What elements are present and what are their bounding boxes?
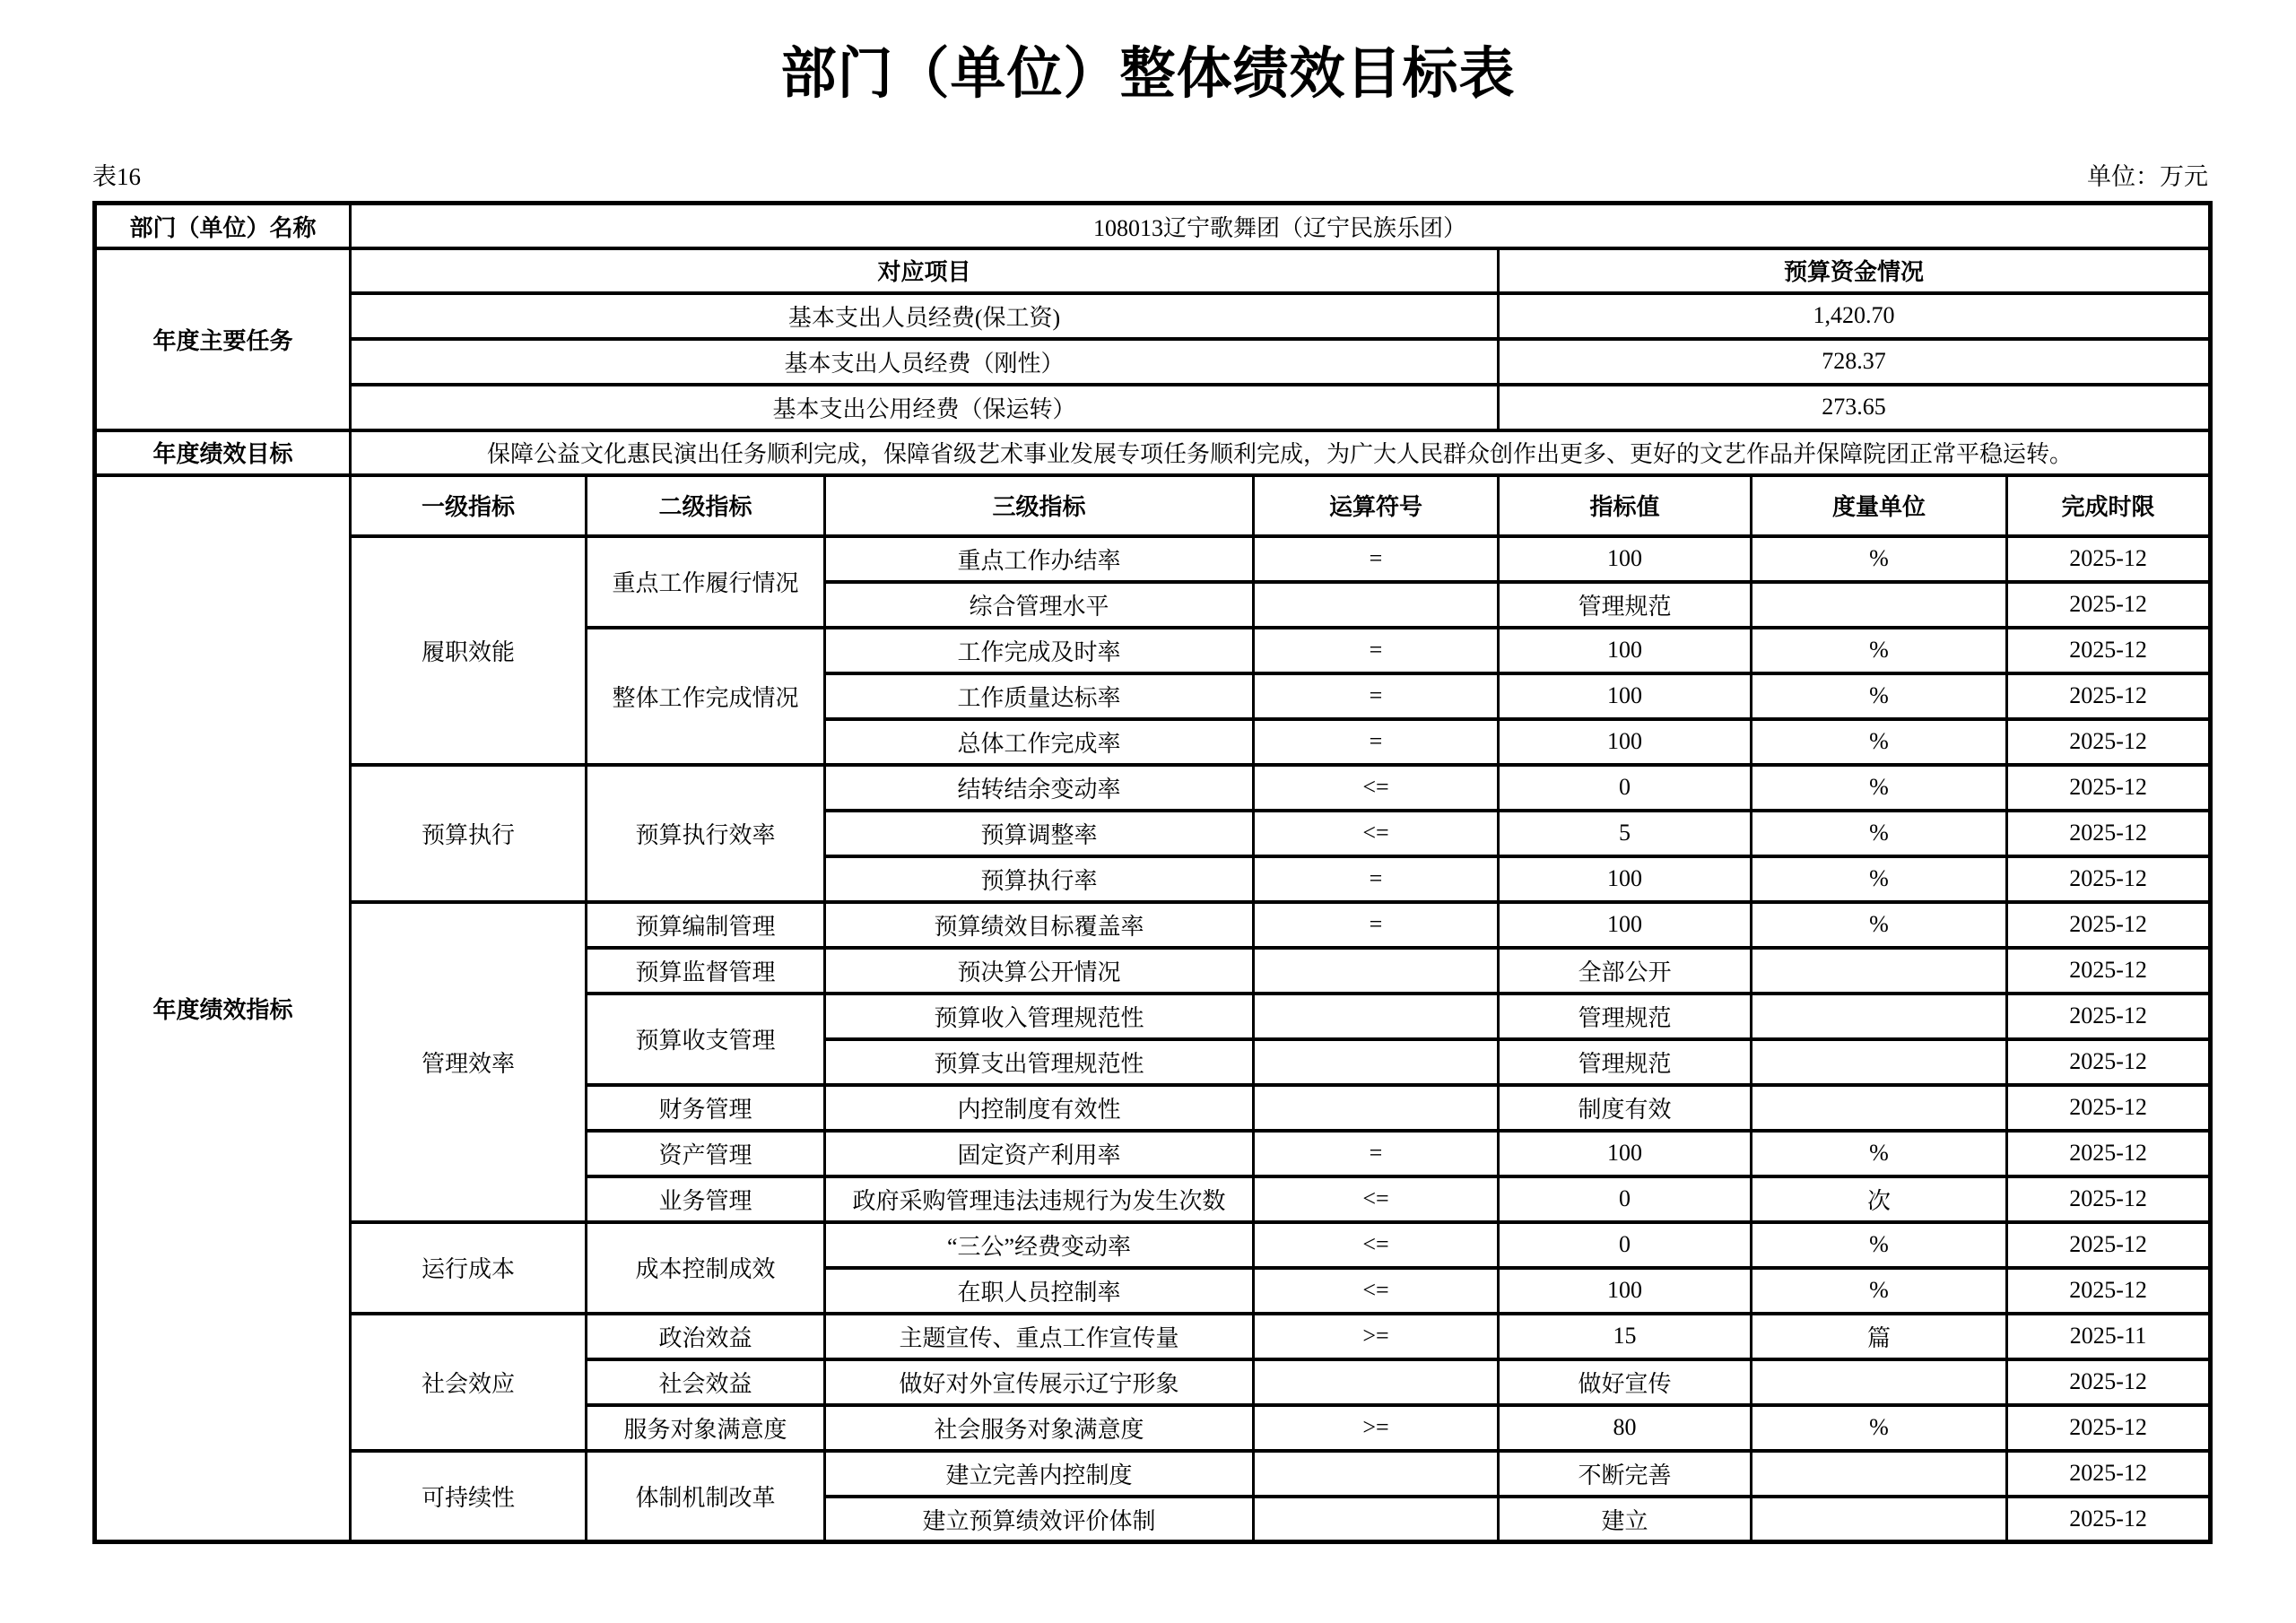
operator-cell: =	[1254, 628, 1499, 673]
dept-name-value: 108013辽宁歌舞团（辽宁民族乐团）	[351, 204, 2211, 248]
deadline-cell: 2025-12	[2007, 1497, 2211, 1542]
unit-cell: %	[1752, 1131, 2007, 1176]
level2-cell: 体制机制改革	[587, 1451, 825, 1542]
unit-cell: %	[1752, 1268, 2007, 1314]
task-amount: 273.65	[1499, 385, 2211, 430]
level3-cell: 预算调整率	[825, 811, 1254, 856]
level3-cell: 结转结余变动率	[825, 765, 1254, 811]
level3-cell: 工作质量达标率	[825, 673, 1254, 719]
level1-cell: 运行成本	[351, 1222, 587, 1314]
unit-cell: %	[1752, 1405, 2007, 1451]
level3-cell: 综合管理水平	[825, 582, 1254, 628]
level1-cell: 社会效应	[351, 1314, 587, 1451]
level3-cell: 预算执行率	[825, 856, 1254, 902]
level2-cell: 预算执行效率	[587, 765, 825, 902]
deadline-cell: 2025-12	[2007, 1268, 2211, 1314]
operator-cell	[1254, 994, 1499, 1039]
task-item: 基本支出公用经费（保运转）	[351, 385, 1499, 430]
deadline-cell: 2025-12	[2007, 1131, 2211, 1176]
level2-cell: 业务管理	[587, 1176, 825, 1222]
table-number: 表16	[92, 163, 141, 191]
level1-cell: 预算执行	[351, 765, 587, 902]
header-operator: 运算符号	[1254, 475, 1499, 536]
deadline-cell: 2025-12	[2007, 994, 2211, 1039]
deadline-cell: 2025-12	[2007, 1222, 2211, 1268]
unit-cell	[1752, 1497, 2007, 1542]
value-cell: 管理规范	[1499, 994, 1752, 1039]
level3-cell: 固定资产利用率	[825, 1131, 1254, 1176]
value-cell: 5	[1499, 811, 1752, 856]
header-level3: 三级指标	[825, 475, 1254, 536]
value-cell: 100	[1499, 1268, 1752, 1314]
budget-column-header: 预算资金情况	[1499, 248, 2211, 293]
value-cell: 制度有效	[1499, 1085, 1752, 1131]
operator-cell: <=	[1254, 811, 1499, 856]
level2-cell: 预算收支管理	[587, 994, 825, 1085]
unit-cell	[1752, 994, 2007, 1039]
level3-cell: 预算支出管理规范性	[825, 1039, 1254, 1085]
deadline-cell: 2025-12	[2007, 536, 2211, 582]
value-cell: 100	[1499, 856, 1752, 902]
operator-cell	[1254, 1359, 1499, 1405]
level3-cell: 做好对外宣传展示辽宁形象	[825, 1359, 1254, 1405]
task-amount: 1,420.70	[1499, 293, 2211, 339]
header-deadline: 完成时限	[2007, 475, 2211, 536]
level3-cell: 建立预算绩效评价体制	[825, 1497, 1254, 1542]
indicator-row	[95, 902, 2211, 948]
unit-cell	[1752, 1085, 2007, 1131]
level3-cell: 在职人员控制率	[825, 1268, 1254, 1314]
level2-cell: 政治效益	[587, 1314, 825, 1359]
operator-cell: =	[1254, 902, 1499, 948]
value-cell: 全部公开	[1499, 948, 1752, 994]
level3-cell: 预算绩效目标覆盖率	[825, 902, 1254, 948]
unit-cell: %	[1752, 536, 2007, 582]
level2-cell: 社会效益	[587, 1359, 825, 1405]
performance-target-table	[92, 201, 2213, 1544]
value-cell: 0	[1499, 765, 1752, 811]
deadline-cell: 2025-12	[2007, 582, 2211, 628]
deadline-cell: 2025-12	[2007, 1405, 2211, 1451]
operator-cell: =	[1254, 673, 1499, 719]
header-level1: 一级指标	[351, 475, 587, 536]
operator-cell	[1254, 948, 1499, 994]
header-value: 指标值	[1499, 475, 1752, 536]
unit-cell	[1752, 1039, 2007, 1085]
unit-cell	[1752, 1451, 2007, 1497]
deadline-cell: 2025-12	[2007, 765, 2211, 811]
value-cell: 管理规范	[1499, 1039, 1752, 1085]
unit-cell: 次	[1752, 1176, 2007, 1222]
unit-cell: %	[1752, 765, 2007, 811]
value-cell: 80	[1499, 1405, 1752, 1451]
deadline-cell: 2025-12	[2007, 1176, 2211, 1222]
task-item: 基本支出人员经费（刚性）	[351, 339, 1499, 385]
annual-indicators-label: 年度绩效指标	[95, 475, 351, 1542]
page-title: 部门（单位）整体绩效目标表	[780, 44, 1516, 105]
indicator-row	[95, 1222, 2211, 1268]
deadline-cell: 2025-12	[2007, 1451, 2211, 1497]
level3-cell: 社会服务对象满意度	[825, 1405, 1254, 1451]
annual-goal-text: 保障公益文化惠民演出任务顺利完成，保障省级艺术事业发展专项任务顺利完成，为广大人民群众创作出更多、更好的文艺作品并保障院团正常平稳运转。	[351, 430, 2211, 475]
level2-cell: 服务对象满意度	[587, 1405, 825, 1451]
indicator-row	[95, 765, 2211, 811]
deadline-cell: 2025-12	[2007, 811, 2211, 856]
level2-cell: 预算监督管理	[587, 948, 825, 994]
header-unit: 度量单位	[1752, 475, 2007, 536]
indicator-row	[95, 1314, 2211, 1359]
unit-cell: %	[1752, 1222, 2007, 1268]
value-cell: 管理规范	[1499, 582, 1752, 628]
level3-cell: 预决算公开情况	[825, 948, 1254, 994]
deadline-cell: 2025-12	[2007, 673, 2211, 719]
value-cell: 做好宣传	[1499, 1359, 1752, 1405]
level2-cell: 资产管理	[587, 1131, 825, 1176]
level2-cell: 重点工作履行情况	[587, 536, 825, 628]
level1-cell: 履职效能	[351, 536, 587, 765]
operator-cell	[1254, 1085, 1499, 1131]
value-cell: 15	[1499, 1314, 1752, 1359]
level3-cell: 内控制度有效性	[825, 1085, 1254, 1131]
unit-cell: %	[1752, 673, 2007, 719]
operator-cell	[1254, 1039, 1499, 1085]
level1-cell: 管理效率	[351, 902, 587, 1222]
unit-cell	[1752, 1359, 2007, 1405]
level3-cell: 主题宣传、重点工作宣传量	[825, 1314, 1254, 1359]
operator-cell: =	[1254, 856, 1499, 902]
deadline-cell: 2025-12	[2007, 948, 2211, 994]
annual-goal-label: 年度绩效目标	[95, 430, 351, 475]
level3-cell: 总体工作完成率	[825, 719, 1254, 765]
meta-row	[92, 157, 2208, 192]
deadline-cell: 2025-12	[2007, 719, 2211, 765]
value-cell: 100	[1499, 536, 1752, 582]
value-cell: 100	[1499, 902, 1752, 948]
deadline-cell: 2025-12	[2007, 856, 2211, 902]
value-cell: 0	[1499, 1176, 1752, 1222]
value-cell: 100	[1499, 719, 1752, 765]
indicator-row	[95, 1451, 2211, 1497]
task-item: 基本支出人员经费(保工资)	[351, 293, 1499, 339]
value-cell: 0	[1499, 1222, 1752, 1268]
task-amount: 728.37	[1499, 339, 2211, 385]
operator-cell: <=	[1254, 1268, 1499, 1314]
header-level2: 二级指标	[587, 475, 825, 536]
value-cell: 100	[1499, 628, 1752, 673]
level2-cell: 整体工作完成情况	[587, 628, 825, 765]
level3-cell: 工作完成及时率	[825, 628, 1254, 673]
unit-cell: %	[1752, 719, 2007, 765]
unit-cell	[1752, 582, 2007, 628]
level3-cell: 建立完善内控制度	[825, 1451, 1254, 1497]
unit-cell: %	[1752, 811, 2007, 856]
unit-cell: %	[1752, 902, 2007, 948]
operator-cell: <=	[1254, 1176, 1499, 1222]
deadline-cell: 2025-11	[2007, 1314, 2211, 1359]
operator-cell	[1254, 1497, 1499, 1542]
operator-cell: <=	[1254, 765, 1499, 811]
deadline-cell: 2025-12	[2007, 902, 2211, 948]
operator-cell	[1254, 582, 1499, 628]
unit-cell	[1752, 948, 2007, 994]
value-cell: 不断完善	[1499, 1451, 1752, 1497]
unit-note: 单位：万元	[2087, 163, 2208, 191]
operator-cell: >=	[1254, 1314, 1499, 1359]
deadline-cell: 2025-12	[2007, 1039, 2211, 1085]
level1-cell: 可持续性	[351, 1451, 587, 1542]
value-cell: 100	[1499, 1131, 1752, 1176]
operator-cell: =	[1254, 719, 1499, 765]
level3-cell: “三公”经费变动率	[825, 1222, 1254, 1268]
level3-cell: 重点工作办结率	[825, 536, 1254, 582]
operator-cell: <=	[1254, 1222, 1499, 1268]
deadline-cell: 2025-12	[2007, 1085, 2211, 1131]
level2-cell: 成本控制成效	[587, 1222, 825, 1314]
unit-cell: %	[1752, 856, 2007, 902]
unit-cell: %	[1752, 628, 2007, 673]
level2-cell: 财务管理	[587, 1085, 825, 1131]
deadline-cell: 2025-12	[2007, 1359, 2211, 1405]
indicator-row	[95, 536, 2211, 582]
project-column-header: 对应项目	[351, 248, 1499, 293]
value-cell: 建立	[1499, 1497, 1752, 1542]
dept-name-label: 部门（单位）名称	[95, 204, 351, 248]
value-cell: 100	[1499, 673, 1752, 719]
operator-cell	[1254, 1451, 1499, 1497]
operator-cell: =	[1254, 1131, 1499, 1176]
level2-cell: 预算编制管理	[587, 902, 825, 948]
annual-tasks-label: 年度主要任务	[95, 248, 351, 430]
level3-cell: 预算收入管理规范性	[825, 994, 1254, 1039]
operator-cell: >=	[1254, 1405, 1499, 1451]
level3-cell: 政府采购管理违法违规行为发生次数	[825, 1176, 1254, 1222]
operator-cell: =	[1254, 536, 1499, 582]
unit-cell: 篇	[1752, 1314, 2007, 1359]
deadline-cell: 2025-12	[2007, 628, 2211, 673]
